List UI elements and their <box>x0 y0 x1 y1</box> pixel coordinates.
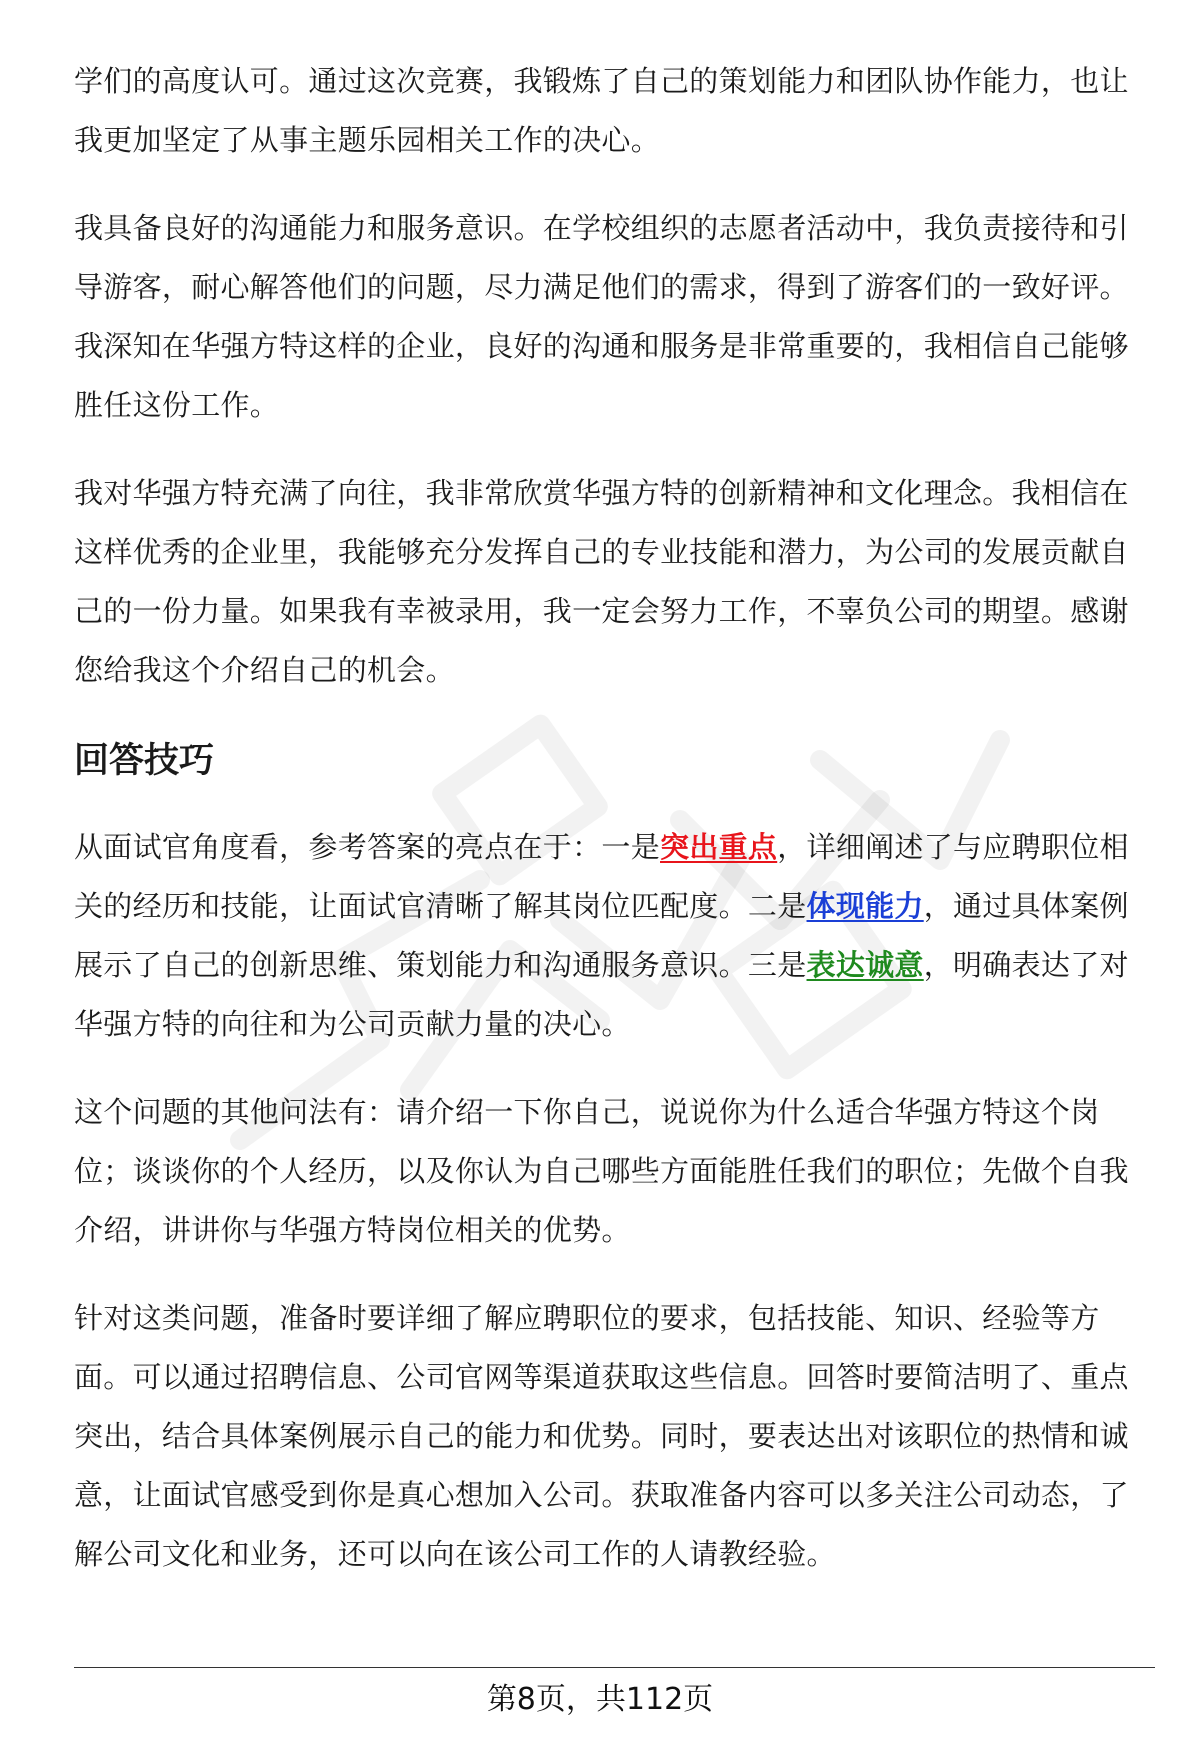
tips-text-1: 从面试官角度看，参考答案的亮点在于：一是 <box>74 830 661 864</box>
page-number: 第8页，共112页 <box>486 1682 714 1717</box>
footer-divider <box>74 1667 1155 1668</box>
paragraph-tips <box>74 818 1154 1054</box>
highlight-key-points: 突出重点 <box>660 830 778 864</box>
document-body <box>74 52 1154 1613</box>
tips-text-3: ，通过具体案例展示了自己的创新思维、策划能力和沟通服务意识。三是 <box>74 889 1129 982</box>
highlight-sincerity: 表达诚意 <box>806 948 924 982</box>
paragraph-aspiration: 我对华强方特充满了向往，我非常欣赏华强方特的创新精神和文化理念。我相信在这样优秀的企业里，我能够充分发挥自己的专业技能和潜力，为公司的发展贡献自己的一份力量。如果我有幸被录用，我一定会努力工作，不辜负公司的期望。感谢您给我这个介绍自己的机会。 <box>74 476 1129 687</box>
highlight-show-ability: 体现能力 <box>806 889 924 923</box>
tips-text-2: ，详细阐述了与应聘职位相关的经历和技能，让面试官清晰了解其岗位匹配度。二是 <box>74 830 1129 923</box>
tips-text-4: ，明确表达了对华强方特的向往和为公司贡献力量的决心。 <box>74 948 1129 1041</box>
paragraph-other-questions: 这个问题的其他问法有：请介绍一下你自己，说说你为什么适合华强方特这个岗位；谈谈你的个人经历，以及你认为自己哪些方面能胜任我们的职位；先做个自我介绍，讲讲你与华强方特岗位相关的优势。 <box>74 1095 1129 1247</box>
paragraph-competition: 学们的高度认可。通过这次竞赛，我锻炼了自己的策划能力和团队协作能力，也让我更加坚定了从事主题乐园相关工作的决心。 <box>74 64 1129 157</box>
paragraph-preparation: 针对这类问题，准备时要详细了解应聘职位的要求，包括技能、知识、经验等方面。可以通过招聘信息、公司官网等渠道获取这些信息。回答时要简洁明了、重点突出，结合具体案例展示自己的能力和优势。同时，要表达出对该职位的热情和诚意，让面试官感受到你是真心想加入公司。获取准备内容可以多关注公司动态，了解公司文化和业务，还可以向在该公司工作的人请教经验。 <box>74 1301 1129 1571</box>
section-heading: 回答技巧 <box>74 741 215 781</box>
paragraph-communication: 我具备良好的沟通能力和服务意识。在学校组织的志愿者活动中，我负责接待和引导游客，耐心解答他们的问题，尽力满足他们的需求，得到了游客们的一致好评。我深知在华强方特这样的企业，良好的沟通和服务是非常重要的，我相信自己能够胜任这份工作。 <box>74 211 1129 422</box>
